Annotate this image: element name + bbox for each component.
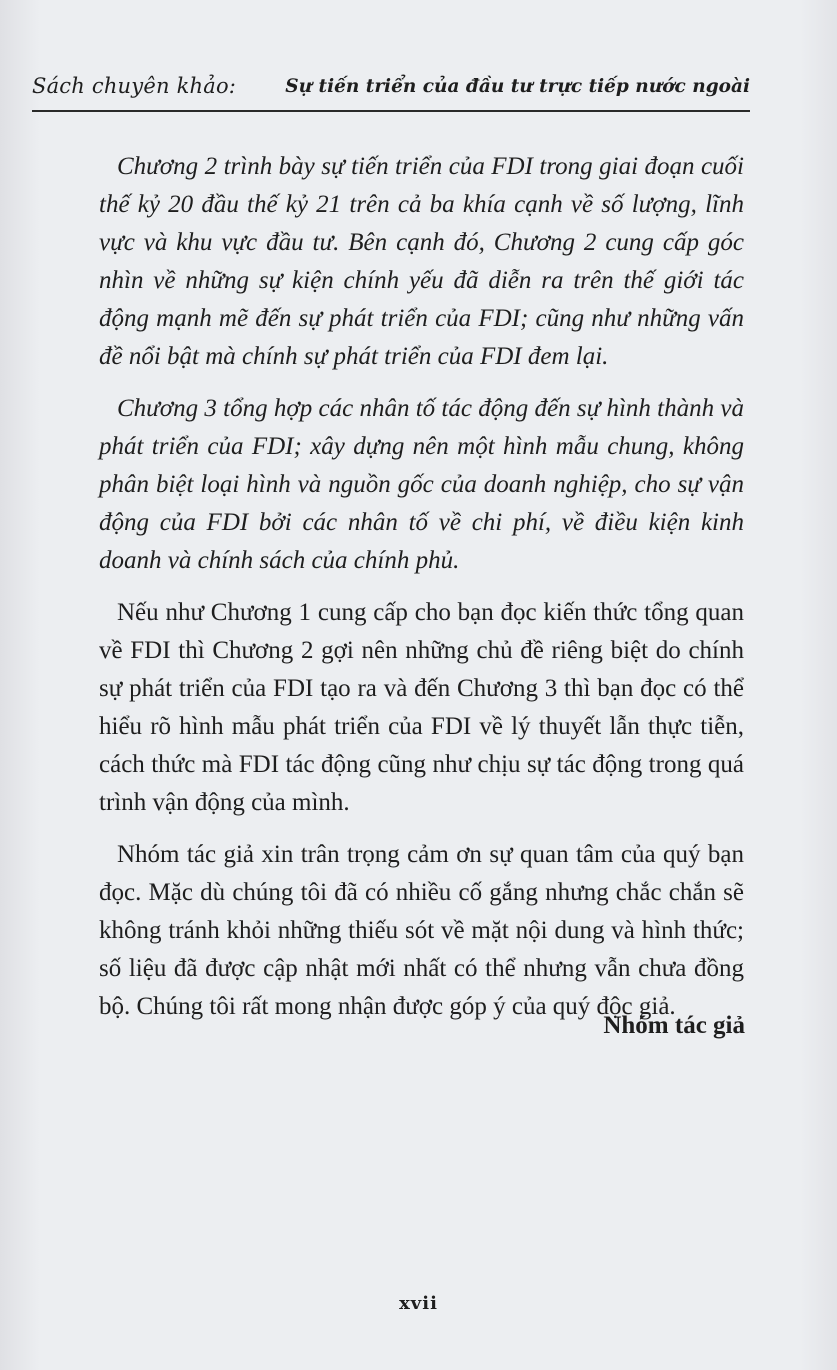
author-signature: Nhóm tác giả — [603, 1012, 745, 1039]
paragraph-overview: Nếu như Chương 1 cung cấp cho bạn đọc kiến thức tổng quan về FDI thì Chương 2 gợi nên những chủ đề riêng biệt do chính sự phát triển của FDI tạo ra và đến Chương 3 thì bạn đọc có thể hiểu rõ hình mẫu phát triển của FDI về lý thuyết lẫn thực tiễn, cách thức mà FDI tác động cũng như chịu sự tác động trong quá trình vận động của mình. — [99, 599, 744, 816]
body-text — [99, 148, 744, 1040]
series-label: Sách chuyên khảo: — [32, 74, 237, 98]
book-title: Sự tiến triển của đầu tư trực tiếp nước ngoài — [285, 76, 750, 97]
paragraph-chapter-3: Chương 3 tổng hợp các nhân tố tác động đến sự hình thành và phát triển của FDI; xây dựng nên một hình mẫu chung, không phân biệt loại hình và nguồn gốc của doanh nghiệp, cho sự vận động của FDI bởi các nhân tố về chi phí, về điều kiện kinh doanh và chính sách của chính phủ. — [99, 395, 744, 574]
running-header — [32, 70, 750, 112]
page-number: xvii — [399, 1293, 438, 1314]
paragraph-thanks: Nhóm tác giả xin trân trọng cảm ơn sự quan tâm của quý bạn đọc. Mặc dù chúng tôi đã có nhiều cố gắng nhưng chắc chắn sẽ không tránh khỏi những thiếu sót về mặt nội dung và hình thức; số liệu đã được cập nhật mới nhất có thể nhưng vẫn chưa đồng bộ. Chúng tôi rất mong nhận được góp ý của quý độc giả. — [99, 841, 744, 1020]
paragraph-chapter-2: Chương 2 trình bày sự tiến triển của FDI trong giai đoạn cuối thế kỷ 20 đầu thế kỷ 21 trên cả ba khía cạnh về số lượng, lĩnh vực và khu vực đầu tư. Bên cạnh đó, Chương 2 cung cấp góc nhìn về những sự kiện chính yếu đã diễn ra trên thế giới tác động mạnh mẽ đến sự phát triển của FDI; cũng như những vấn đề nổi bật mà chính sự phát triển của FDI đem lại. — [99, 153, 744, 370]
